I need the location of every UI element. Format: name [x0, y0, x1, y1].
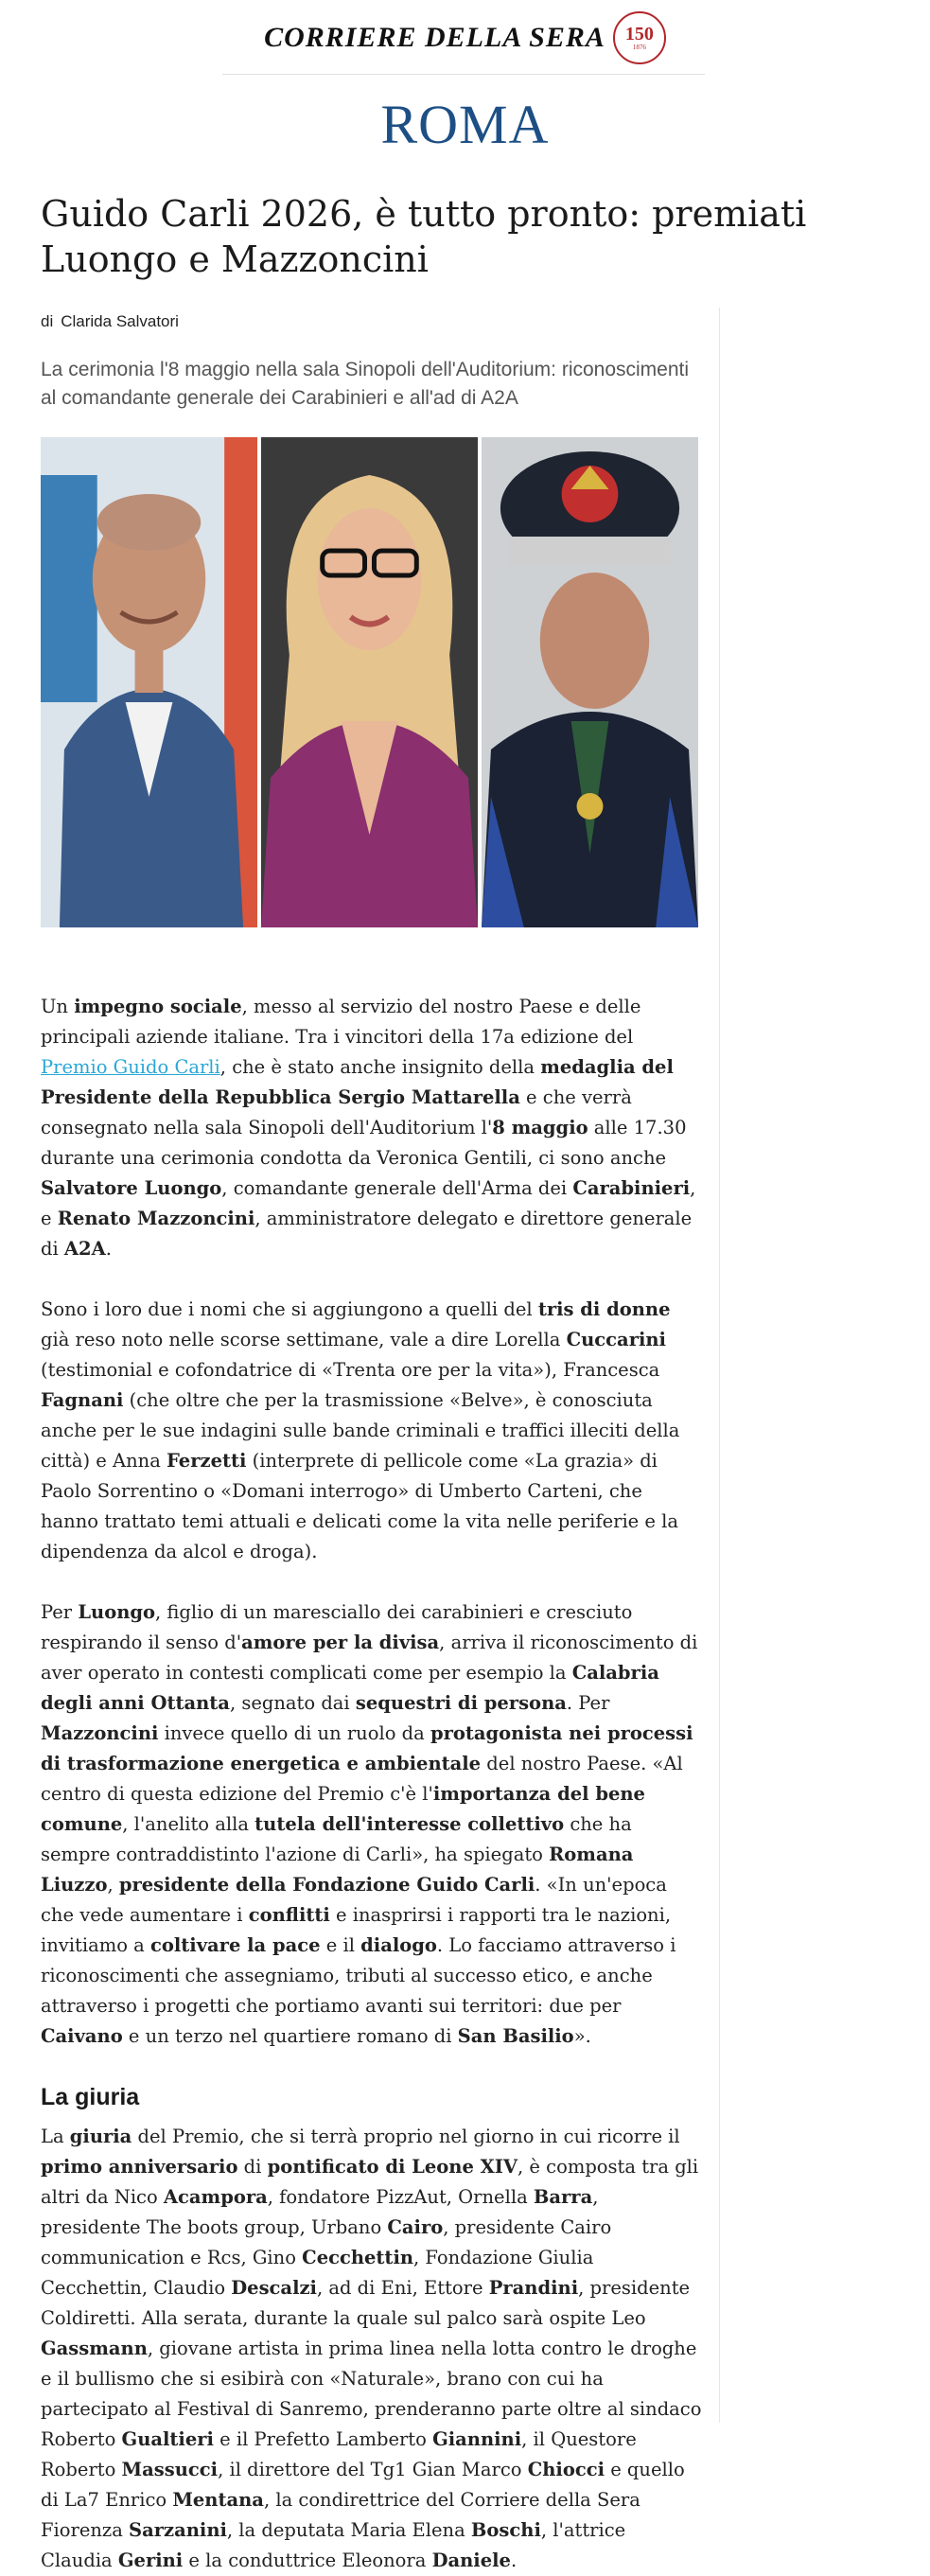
column-divider	[719, 308, 720, 2423]
byline-prefix: di	[41, 312, 54, 330]
section-title[interactable]: ROMA	[380, 94, 550, 155]
masthead-divider	[222, 74, 705, 75]
photo-woman	[261, 437, 478, 927]
paragraph-1: Un impegno sociale, messo al servizio del nostro Paese e delle principali aziende italiane. Tra i vincitori della 17a edizione del Premio Guido Carli, che è stato anche insignito della medaglia del Presidente della Repubblica Sergio Mattarella e che verrà consegnato nella sala Sinopoli dell'Auditorium l'8 maggio alle 17.30 durante una cerimonia condotta da Veronica Gentili, ci sono anche Salvatore Luongo, comandante generale dell'Arma dei Carabinieri, e Renato Mazzoncini, amministratore delegato e direttore generale di A2A.	[41, 996, 696, 1260]
article-title: Guido Carli 2026, è tutto pronto: premiati Luongo e Mazzoncini	[41, 193, 807, 280]
section-heading-giuria: La giuria	[41, 2084, 140, 2110]
premio-guido-carli-link[interactable]: Premio Guido Carli	[41, 1056, 220, 1078]
paragraph-2: Sono i loro due i nomi che si aggiungono a quelli del tris di donne già reso noto nelle scorse settimane, vale a dire Lorella Cuccarini (testimonial e cofondatrice di «Trenta ore per la vita»), Francesca Fagnani (che oltre che per la trasmissione «Belve», è conosciuta anche per le sue indagini sulle bande criminali e traffici illeciti della città) e Anna Ferzetti (interprete di pellicole come «La grazia» di Paolo Sorrentino o «Domani interrogo» di Umberto Carteni, che hanno trattato temi attuali e delicati come la vita nelle periferie e la dipendenza da alcol e droga).	[41, 1298, 680, 1562]
corriere-logo[interactable]: CORRIERE DELLA SERA	[264, 22, 605, 53]
author-name[interactable]: Clarida Salvatori	[61, 312, 179, 330]
paragraph-3: Per Luongo, figlio di un maresciallo dei carabinieri e cresciuto respirando il senso d'amore per la divisa, arriva il riconoscimento di aver operato in contesti complicati come per esempio la Calabria degli anni Ottanta, segnato dai sequestri di persona. Per Mazzoncini invece quello di un ruolo da protagonista nei processi di trasformazione energetica e ambientale del nostro Paese. «Al centro di questa edizione del Premio c'è l'importanza del bene comune, l'anelito alla tutela dell'interesse collettivo che ha sempre contraddistinto l'azione di Carli», ha spiegato Romana Liuzzo, presidente della Fondazione Guido Carli. «In un'epoca che vede aumentare i conflitti e inasprirsi i rapporti tra le nazioni, invitiamo a coltivare la pace e il dialogo. Lo facciamo attraverso i riconoscimenti che assegniamo, tributi al successo etico, e anche attraverso i progetti che portiamo avanti sui territori: due per Caivano e un terzo nel quartiere romano di San Basilio».	[41, 1601, 698, 2047]
seal-year: 1876	[632, 44, 646, 51]
photo-general	[482, 437, 698, 927]
byline	[41, 312, 186, 331]
masthead	[0, 0, 930, 76]
photo-luongo	[41, 437, 257, 927]
anniversary-seal	[613, 11, 666, 64]
article-subtitle: La cerimonia l'8 maggio nella sala Sinopoli dell'Auditorium: riconoscimenti al comandante generale dei Carabinieri e all'ad di A2A	[41, 359, 690, 409]
article-photo[interactable]	[41, 437, 698, 927]
article-body	[41, 992, 703, 2576]
paragraph-4: La giuria del Premio, che si terrà proprio nel giorno in cui ricorre il primo anniversario di pontificato di Leone XIV, è composta tra gli altri da Nico Acampora, fondatore PizzAut, Ornella Barra, presidente The boots group, Urbano Cairo, presidente Cairo communication e Rcs, Gino Cecchettin, Fondazione Giulia Cecchettin, Claudio Descalzi, ad di Eni, Ettore Prandini, presidente Coldiretti. Alla serata, durante la quale sul palco sarà ospite Leo Gassmann, giovane artista in prima linea nella lotta contro le droghe e il bullismo che si esibirà con «Naturale», brano con cui ha partecipato al Festival di Sanremo, prenderanno parte oltre al sindaco Roberto Gualtieri e il Prefetto Lamberto Giannini, il Questore Roberto Massucci, il direttore del Tg1 Gian Marco Chiocci e quello di La7 Enrico Mentana, la condirettrice del Corriere della Sera Fiorenza Sarzanini, la deputata Maria Elena Boschi, l'attrice Claudia Gerini e la conduttrice Eleonora Daniele.	[41, 2126, 702, 2571]
seal-number: 150	[624, 24, 654, 44]
